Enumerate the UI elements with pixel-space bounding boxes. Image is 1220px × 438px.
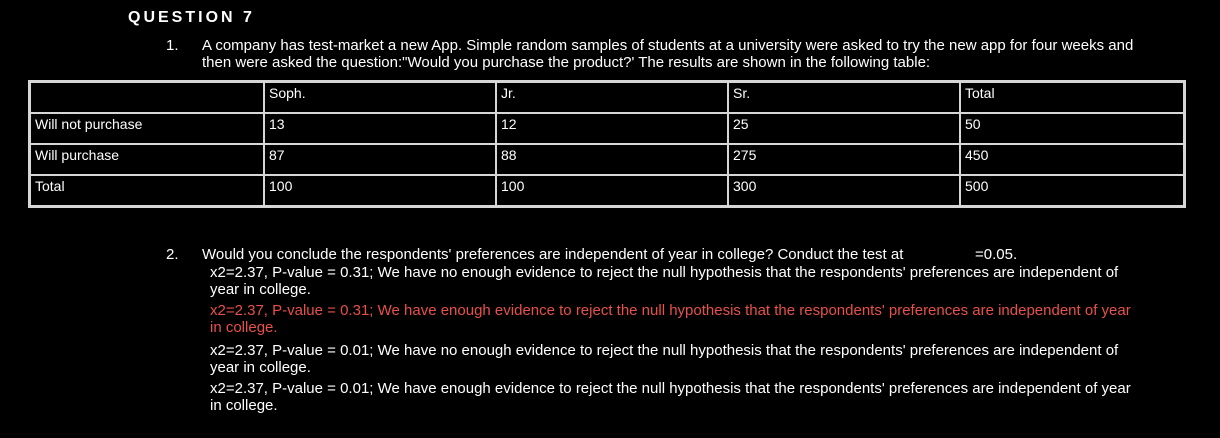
answer-line-2: year in college.	[210, 281, 311, 298]
item-1-line-2: then were asked the question:"Would you purchase the product?' The results are shown in the following table:	[202, 54, 931, 71]
table-cell: 450	[960, 144, 1184, 175]
item-1-line-1: A company has test-market a new App. Simple random samples of students at a university were asked to try the new app for four weeks and	[202, 37, 1134, 54]
table-header-cell: Total	[960, 82, 1184, 113]
contingency-table	[28, 80, 1186, 208]
table-cell: 500	[960, 175, 1184, 206]
table-header-row	[30, 82, 1184, 113]
question-title: QUESTION 7	[128, 9, 255, 26]
table-row	[30, 175, 1184, 206]
answer-line-1: x2=2.37, P-value = 0.01; We have enough evidence to reject the null hypothesis that the respondents' preferences are independent of year	[210, 380, 1131, 397]
answer-option-3[interactable]	[210, 342, 1170, 376]
table-header-cell: Sr.	[728, 82, 960, 113]
answer-line-2: in college.	[210, 319, 278, 336]
table-cell: 25	[728, 113, 960, 144]
table-cell: 12	[496, 113, 728, 144]
table-cell: 50	[960, 113, 1184, 144]
answer-line-1: x2=2.37, P-value = 0.31; We have enough evidence to reject the null hypothesis that the respondents' preferences are independent of year	[210, 302, 1131, 319]
answer-option-4[interactable]	[210, 380, 1170, 414]
item-1-number: 1.	[166, 37, 179, 54]
table-cell: 275	[728, 144, 960, 175]
table-cell: 100	[264, 175, 496, 206]
table-row-label: Total	[30, 175, 264, 206]
table-row	[30, 144, 1184, 175]
answer-line-2: in college.	[210, 397, 278, 414]
answer-option-2[interactable]	[210, 302, 1170, 336]
table-cell: 88	[496, 144, 728, 175]
item-2-alpha: =0.05.	[975, 246, 1018, 263]
item-1-text	[202, 37, 1192, 71]
table-cell: 300	[728, 175, 960, 206]
table-header-cell	[30, 82, 264, 113]
item-2-number: 2.	[166, 246, 179, 263]
answer-option-1[interactable]	[210, 264, 1170, 298]
table-row-label: Will not purchase	[30, 113, 264, 144]
item-2-question: Would you conclude the respondents' preferences are independent of year in college? Conduct the test at	[202, 246, 904, 263]
table-cell: 87	[264, 144, 496, 175]
table-header-cell: Jr.	[496, 82, 728, 113]
answer-line-1: x2=2.37, P-value = 0.31; We have no enough evidence to reject the null hypothesis that the respondents' preferences are independent of	[210, 264, 1119, 281]
table-row-label: Will purchase	[30, 144, 264, 175]
table-cell: 13	[264, 113, 496, 144]
table-cell: 100	[496, 175, 728, 206]
table-header-cell: Soph.	[264, 82, 496, 113]
table-row	[30, 113, 1184, 144]
answer-line-1: x2=2.37, P-value = 0.01; We have no enough evidence to reject the null hypothesis that the respondents' preferences are independent of	[210, 342, 1119, 359]
answer-line-2: year in college.	[210, 359, 311, 376]
